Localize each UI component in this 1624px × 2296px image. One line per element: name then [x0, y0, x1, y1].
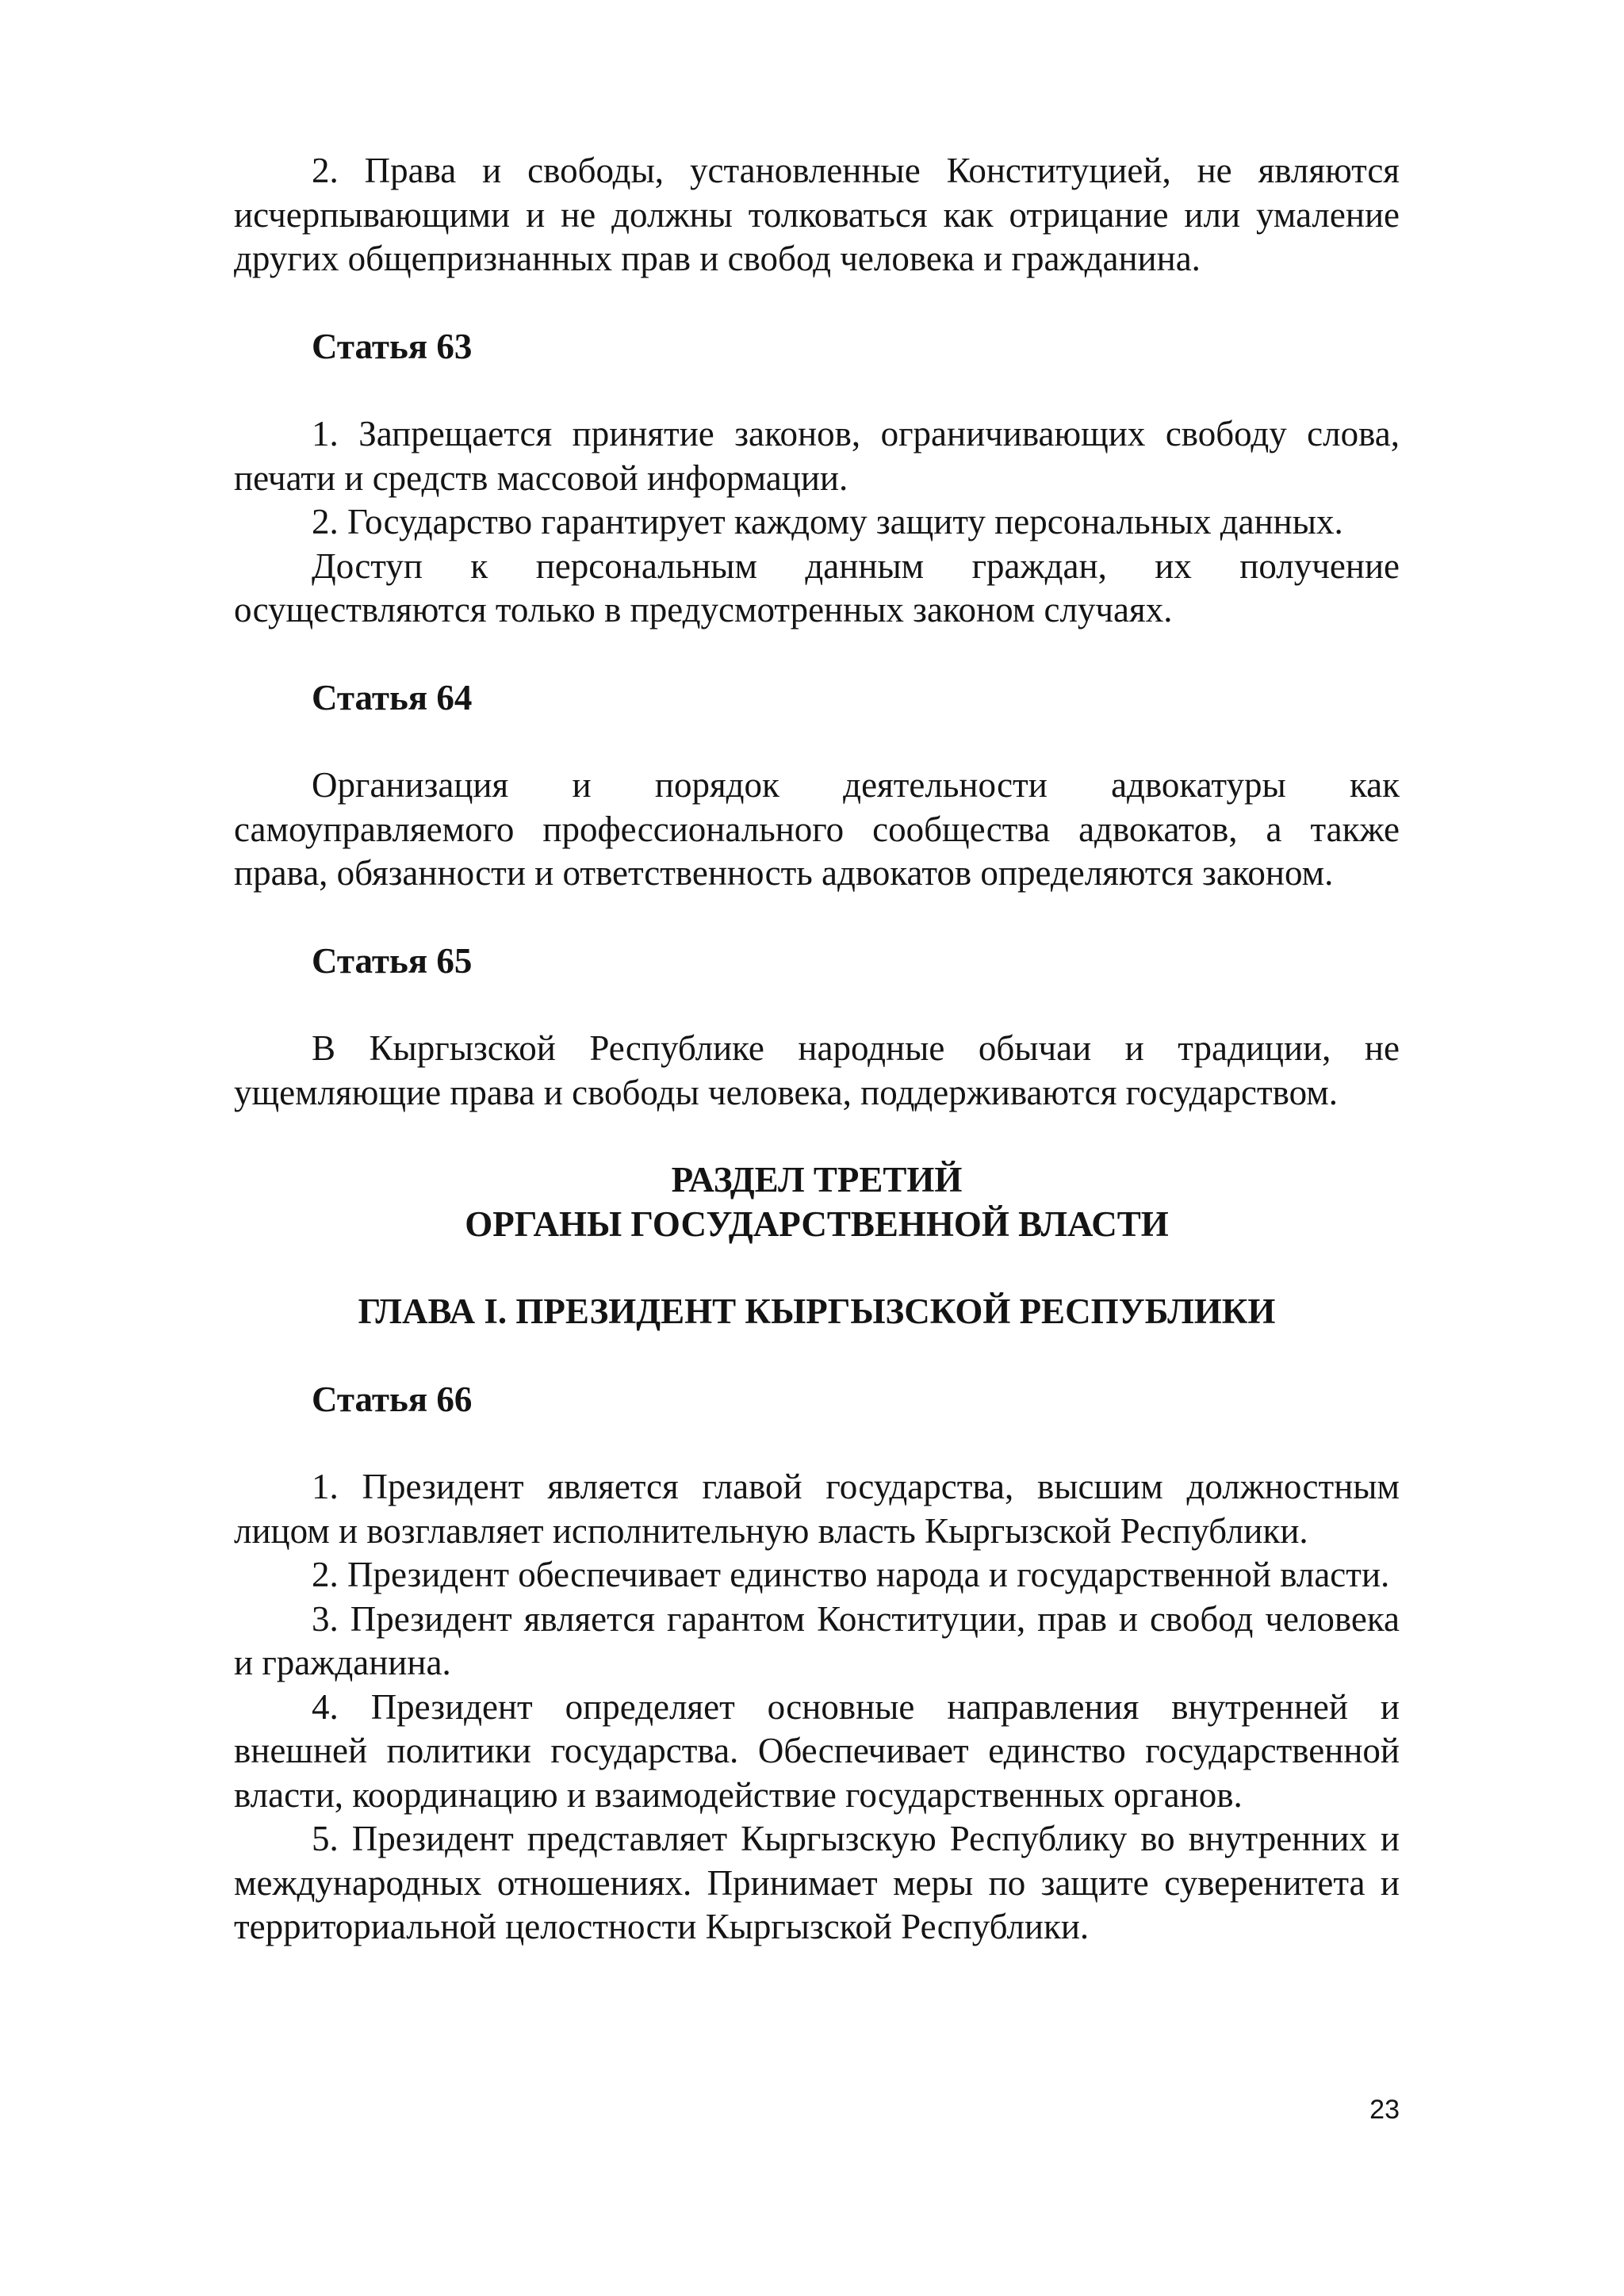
article-65-paragraph-1: В Кыргызской Республике народные обычаи и традиции, не ущемляющие права и свободы человека, поддерживаются государством. — [234, 1028, 1400, 1112]
article-63-paragraph-2: 2. Государство гарантирует каждому защиту персональных данных. — [312, 502, 1343, 541]
article-66-paragraph-4: 4. Президент определяет основные направления внутренней и внешней политики государства. Обеспечивает единство государственной власти, координацию и взаимодействие государственных органов. — [234, 1686, 1400, 1815]
page-number: 23 — [1369, 2095, 1400, 2125]
article-65-heading: Статья 65 — [312, 940, 473, 981]
article-66-paragraph-2: 2. Президент обеспечивает единство народа и государственной власти. — [312, 1555, 1390, 1594]
section-title-line-1: РАЗДЕЛ ТРЕТИЙ — [671, 1160, 963, 1200]
article-64-paragraph-1: Организация и порядок деятельности адвокатуры как самоуправляемого профессионального сообщества адвокатов, а также права, обязанности и ответственность адвокатов определяются законом. — [234, 765, 1400, 893]
article-66-paragraph-5: 5. Президент представляет Кыргызскую Республику во внутренних и международных отношениях. Принимает меры по защите суверенитета и территориальной целостности Кыргызской Республики. — [234, 1819, 1400, 1946]
article-66-paragraph-1: 1. Президент является главой государства, высшим должностным лицом и возглавляет исполнительную власть Кыргызской Республики. — [234, 1467, 1400, 1551]
article-66-paragraph-3: 3. Президент является гарантом Конституции, прав и свобод человека и гражданина. — [234, 1598, 1400, 1682]
chapter-title: ГЛАВА I. ПРЕЗИДЕНТ КЫРГЫЗСКОЙ РЕСПУБЛИКИ — [358, 1292, 1276, 1331]
article-63-paragraph-1: 1. Запрещается принятие законов, ограничивающих свободу слова, печати и средств массовой информации. — [234, 414, 1400, 498]
section-title-line-2: ОРГАНЫ ГОСУДАРСТВЕННОЙ ВЛАСТИ — [465, 1203, 1169, 1244]
page-content — [234, 149, 1400, 1950]
article-63-heading: Статья 63 — [312, 326, 473, 366]
article-66-heading: Статья 66 — [312, 1379, 473, 1419]
article-64-heading: Статья 64 — [312, 677, 473, 718]
article-63-paragraph-3: Доступ к персональным данным граждан, их получение осуществляются только в предусмотренных законом случаях. — [234, 545, 1400, 629]
intro-paragraph: 2. Права и свободы, установленные Конституцией, не являются исчерпывающими и не должны толковаться как отрицание или умаление других общепризнанных прав и свобод человека и гражданина. — [234, 151, 1400, 278]
section-title-block — [234, 1158, 1400, 1246]
